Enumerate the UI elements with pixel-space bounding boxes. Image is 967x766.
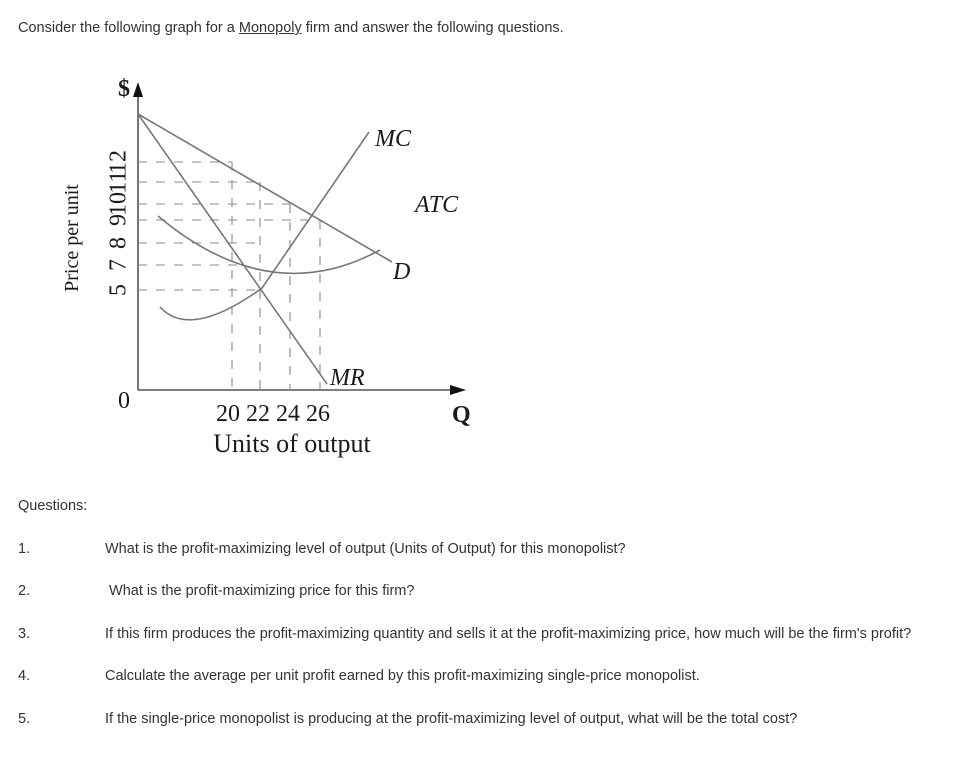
intro-text (18, 20, 564, 36)
y-tick-7: 7 (105, 259, 132, 271)
atc-label: ATC (415, 192, 459, 218)
marginal-cost-curve (160, 132, 369, 320)
mc-label: MC (375, 126, 411, 152)
question-number: 1. (18, 541, 31, 557)
x-tick-20: 20 (216, 401, 240, 427)
question-text: Calculate the average per unit profit earned by this profit-maximizing single-price monopolist. (105, 668, 700, 684)
demand-label: D (393, 259, 411, 285)
y-tick-9: 9 (105, 214, 132, 226)
y-axis-arrow (133, 82, 143, 97)
x-axis-arrow (450, 385, 466, 395)
intro-before: Consider the following graph for a (18, 20, 239, 36)
guide-lines (138, 162, 320, 390)
x-tick-22: 22 (246, 401, 270, 427)
question-number: 3. (18, 626, 31, 642)
y-tick-11: 11 (105, 170, 132, 194)
y-tick-12: 12 (105, 150, 132, 174)
y-axis-symbol: $ (118, 76, 130, 102)
question-number: 4. (18, 668, 31, 684)
mr-label: MR (330, 365, 365, 391)
origin-label: 0 (118, 388, 130, 414)
y-axis-label: Price per unit (61, 184, 83, 292)
question-text: What is the profit-maximizing level of output (Units of Output) for this monopolist? (105, 541, 626, 557)
y-tick-10: 10 (105, 192, 132, 216)
question-number: 2. (18, 583, 31, 599)
question-number: 5. (18, 711, 31, 727)
x-axis-label: Units of output (213, 429, 371, 458)
x-tick-24: 24 (276, 401, 300, 427)
y-tick-5: 5 (105, 284, 132, 296)
x-tick-26: 26 (306, 401, 330, 427)
monopoly-link[interactable]: Monopoly (238, 20, 302, 36)
demand-curve (138, 114, 392, 262)
question-text: If the single-price monopolist is producing at the profit-maximizing level of output, what will be the total cost? (105, 711, 798, 727)
monopoly-graph (50, 62, 480, 472)
questions-heading: Questions: (18, 498, 88, 514)
y-tick-8: 8 (105, 237, 132, 249)
x-tick-labels (216, 401, 330, 427)
intro-after: firm and answer the following questions. (301, 20, 564, 36)
question-text: If this firm produces the profit-maximizing quantity and sells it at the profit-maximizing price, how much will be the firm's profit? (105, 626, 912, 642)
question-text: What is the profit-maximizing price for this firm? (105, 583, 415, 599)
average-total-cost-curve (158, 216, 380, 273)
y-tick-labels (106, 150, 132, 296)
x-axis-symbol: Q (452, 402, 471, 428)
